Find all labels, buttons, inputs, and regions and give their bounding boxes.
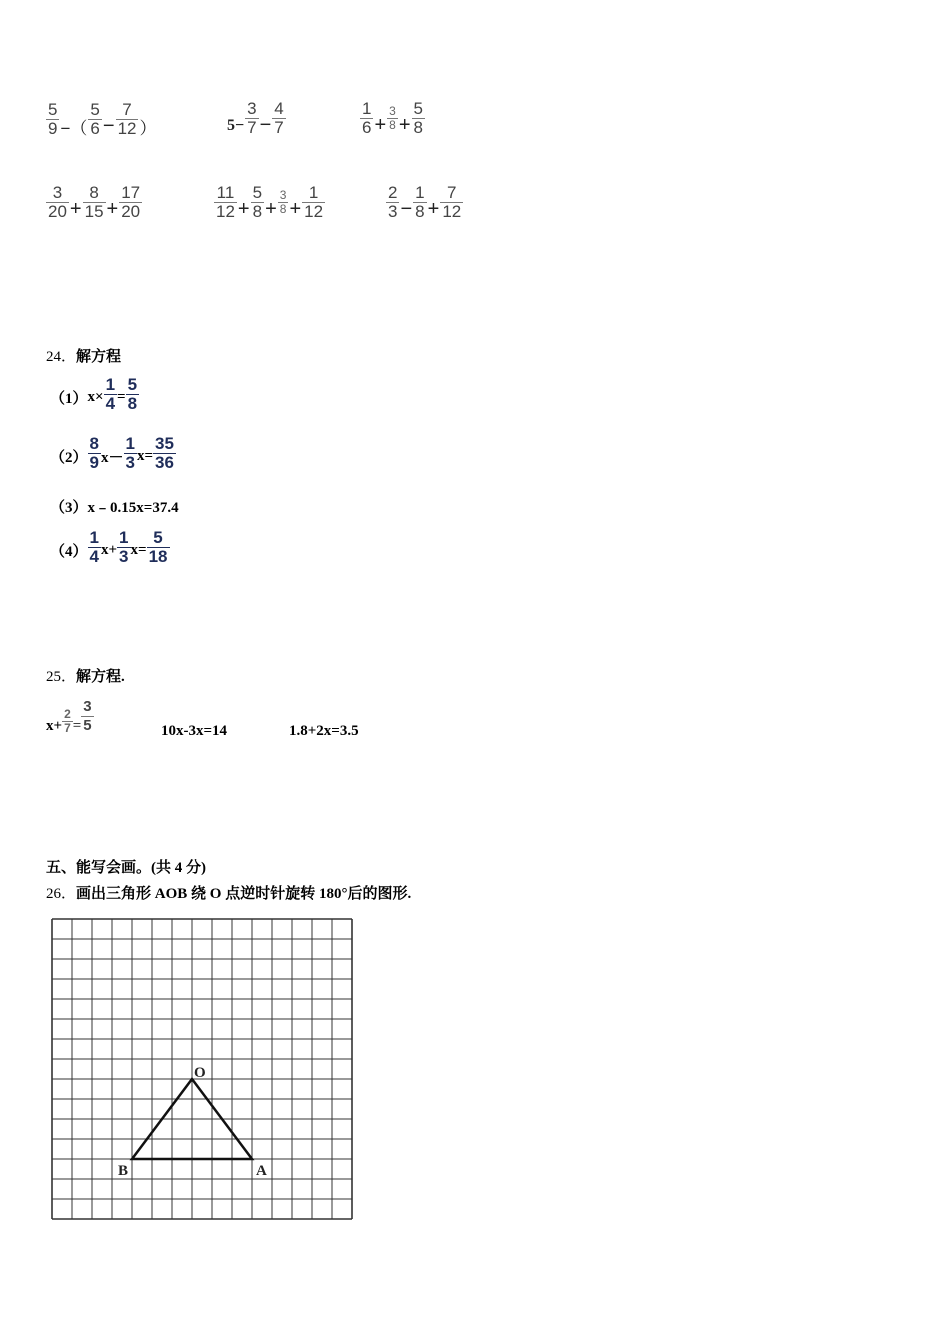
calc-expr-1-1 bbox=[46, 100, 157, 139]
q25-eq1-equals: = bbox=[72, 718, 82, 734]
fraction bbox=[386, 184, 399, 221]
denominator: 12 bbox=[117, 119, 137, 138]
numerator: 5 bbox=[90, 100, 100, 119]
numerator: 3 bbox=[46, 184, 69, 203]
numerator: 3 bbox=[279, 188, 287, 202]
q25-eq1-prefix: x+ bbox=[46, 718, 63, 734]
numerator: 5 bbox=[48, 100, 58, 119]
q24-item-3 bbox=[50, 490, 179, 517]
fraction bbox=[88, 529, 101, 566]
denominator: 15 bbox=[84, 202, 104, 221]
operator: + bbox=[69, 198, 82, 220]
operator: + bbox=[265, 198, 277, 220]
denominator: 8 bbox=[252, 202, 263, 221]
numerator: 5 bbox=[127, 375, 138, 394]
numerator: 2 bbox=[388, 183, 398, 202]
fraction bbox=[126, 376, 139, 413]
q24-item-4 bbox=[50, 529, 170, 566]
denominator: 6 bbox=[90, 119, 100, 138]
fraction bbox=[153, 435, 176, 472]
item-label: （4） bbox=[50, 544, 88, 560]
numerator: 8 bbox=[83, 184, 106, 203]
denominator: 3 bbox=[388, 202, 398, 221]
numerator: 17 bbox=[121, 183, 141, 202]
equation-text: x× bbox=[87, 389, 104, 405]
fraction bbox=[251, 184, 264, 221]
equation-text: x﹣0.15x=37.4 bbox=[87, 500, 179, 516]
rotation-grid bbox=[50, 917, 354, 1221]
numerator: 1 bbox=[89, 528, 99, 547]
numerator: 1 bbox=[362, 99, 372, 118]
denominator: 9 bbox=[89, 453, 99, 472]
operator: −（ bbox=[60, 119, 88, 138]
numerator: 1 bbox=[302, 184, 325, 203]
numerator: 1 bbox=[105, 375, 116, 394]
calc-expr-2-2 bbox=[214, 184, 325, 221]
numerator: 7 bbox=[116, 101, 139, 120]
numerator: 1 bbox=[119, 528, 129, 547]
numerator: 11 bbox=[214, 184, 237, 203]
point-b-label: B bbox=[118, 1163, 129, 1179]
equation-text: x+ bbox=[100, 542, 118, 558]
fraction bbox=[412, 100, 425, 137]
denominator: 20 bbox=[121, 202, 141, 221]
fraction bbox=[124, 435, 137, 472]
q24-heading bbox=[46, 345, 121, 366]
operator: + bbox=[427, 198, 440, 220]
denominator: 8 bbox=[413, 118, 423, 137]
denominator: 8 bbox=[279, 202, 287, 216]
calc-expr-1-2 bbox=[226, 100, 286, 137]
q24-item-2 bbox=[50, 435, 176, 472]
denominator: 18 bbox=[148, 547, 168, 566]
denominator: 3 bbox=[125, 453, 135, 472]
q26-text: 画出三角形 AOB 绕 O 点逆时针旋转 180°后的图形. bbox=[76, 886, 412, 902]
numerator: 1 bbox=[415, 183, 425, 202]
numerator: 1 bbox=[125, 434, 135, 453]
q24-title: 解方程 bbox=[76, 349, 122, 365]
denominator: 36 bbox=[155, 453, 174, 472]
equation-text: x= bbox=[136, 448, 154, 464]
q25-eq1-fraction: $\frac{3}{5}$ bbox=[83, 698, 92, 734]
q25-number: 25． bbox=[46, 669, 77, 685]
numerator: 3 bbox=[247, 99, 257, 118]
fraction bbox=[440, 184, 463, 221]
denominator: 12 bbox=[216, 202, 235, 221]
denominator: 20 bbox=[48, 202, 67, 221]
fraction bbox=[46, 184, 69, 221]
point-a-label: A bbox=[256, 1163, 267, 1179]
operator: ） bbox=[139, 119, 157, 138]
fraction bbox=[245, 100, 258, 137]
fraction bbox=[88, 101, 101, 138]
operator: + bbox=[106, 198, 119, 220]
operator: + bbox=[289, 198, 302, 220]
operator: + bbox=[237, 198, 250, 220]
denominator: 8 bbox=[389, 118, 396, 132]
numerator: 4 bbox=[274, 99, 284, 118]
operator: 5− bbox=[227, 116, 245, 134]
operator: − bbox=[400, 198, 413, 220]
q25-heading bbox=[46, 665, 125, 686]
denominator: 7 bbox=[247, 118, 257, 137]
fraction bbox=[116, 101, 139, 138]
operator: − bbox=[259, 114, 272, 136]
equation-text: x= bbox=[130, 542, 147, 558]
fraction bbox=[413, 184, 426, 221]
denominator: 9 bbox=[48, 119, 58, 138]
numerator: 8 bbox=[89, 434, 99, 453]
section-5-title: 五、能写会画。(共 4 分) bbox=[46, 860, 206, 876]
operator: + bbox=[398, 114, 411, 136]
fraction bbox=[88, 435, 101, 472]
calc-expr-2-3 bbox=[386, 184, 463, 221]
q26-heading bbox=[46, 882, 411, 903]
fraction bbox=[360, 100, 373, 137]
denominator: 3 bbox=[119, 547, 129, 566]
q25-equation-1 bbox=[46, 698, 94, 735]
q25-equation-2: 10x-3x=14 bbox=[161, 723, 228, 739]
fraction bbox=[278, 189, 289, 216]
calc-expr-2-1 bbox=[46, 184, 142, 221]
q25-eq1-small-fraction: $\frac{2}{7}$ bbox=[64, 707, 71, 735]
numerator: 7 bbox=[440, 184, 463, 203]
fraction bbox=[387, 105, 398, 132]
denominator: 4 bbox=[89, 547, 99, 566]
fraction bbox=[272, 100, 285, 137]
operator: − bbox=[102, 115, 115, 137]
q24-number: 24． bbox=[46, 349, 77, 365]
operator: + bbox=[374, 114, 387, 136]
q26-number: 26． bbox=[46, 886, 77, 902]
point-o-label: O bbox=[194, 1065, 206, 1081]
equation-text: = bbox=[117, 389, 126, 405]
q25-title: 解方程. bbox=[76, 669, 125, 685]
numerator: 5 bbox=[147, 529, 170, 548]
denominator: 12 bbox=[304, 202, 324, 221]
denominator: 4 bbox=[105, 394, 116, 413]
q24-item-1 bbox=[50, 376, 139, 413]
fraction bbox=[302, 184, 325, 221]
denominator: 6 bbox=[362, 118, 372, 137]
denominator: 8 bbox=[127, 394, 138, 413]
equation-text: x－ bbox=[100, 450, 124, 466]
fraction bbox=[46, 101, 59, 138]
item-label: （2） bbox=[50, 450, 88, 466]
fraction bbox=[104, 376, 117, 413]
fraction bbox=[214, 184, 237, 221]
fraction bbox=[117, 529, 130, 566]
calc-expr-1-3 bbox=[360, 100, 425, 137]
fraction bbox=[147, 529, 170, 566]
fraction bbox=[83, 184, 106, 221]
item-label: （3） bbox=[50, 500, 88, 516]
numerator: 5 bbox=[413, 99, 423, 118]
denominator: 8 bbox=[415, 202, 425, 221]
numerator: 35 bbox=[155, 434, 174, 453]
denominator: 12 bbox=[442, 202, 462, 221]
numerator: 5 bbox=[252, 183, 263, 202]
fraction bbox=[119, 184, 142, 221]
numerator: 3 bbox=[389, 104, 396, 118]
q25-equation-3: 1.8+2x=3.5 bbox=[289, 723, 359, 739]
item-label: （1） bbox=[50, 391, 88, 407]
denominator: 7 bbox=[274, 118, 284, 137]
